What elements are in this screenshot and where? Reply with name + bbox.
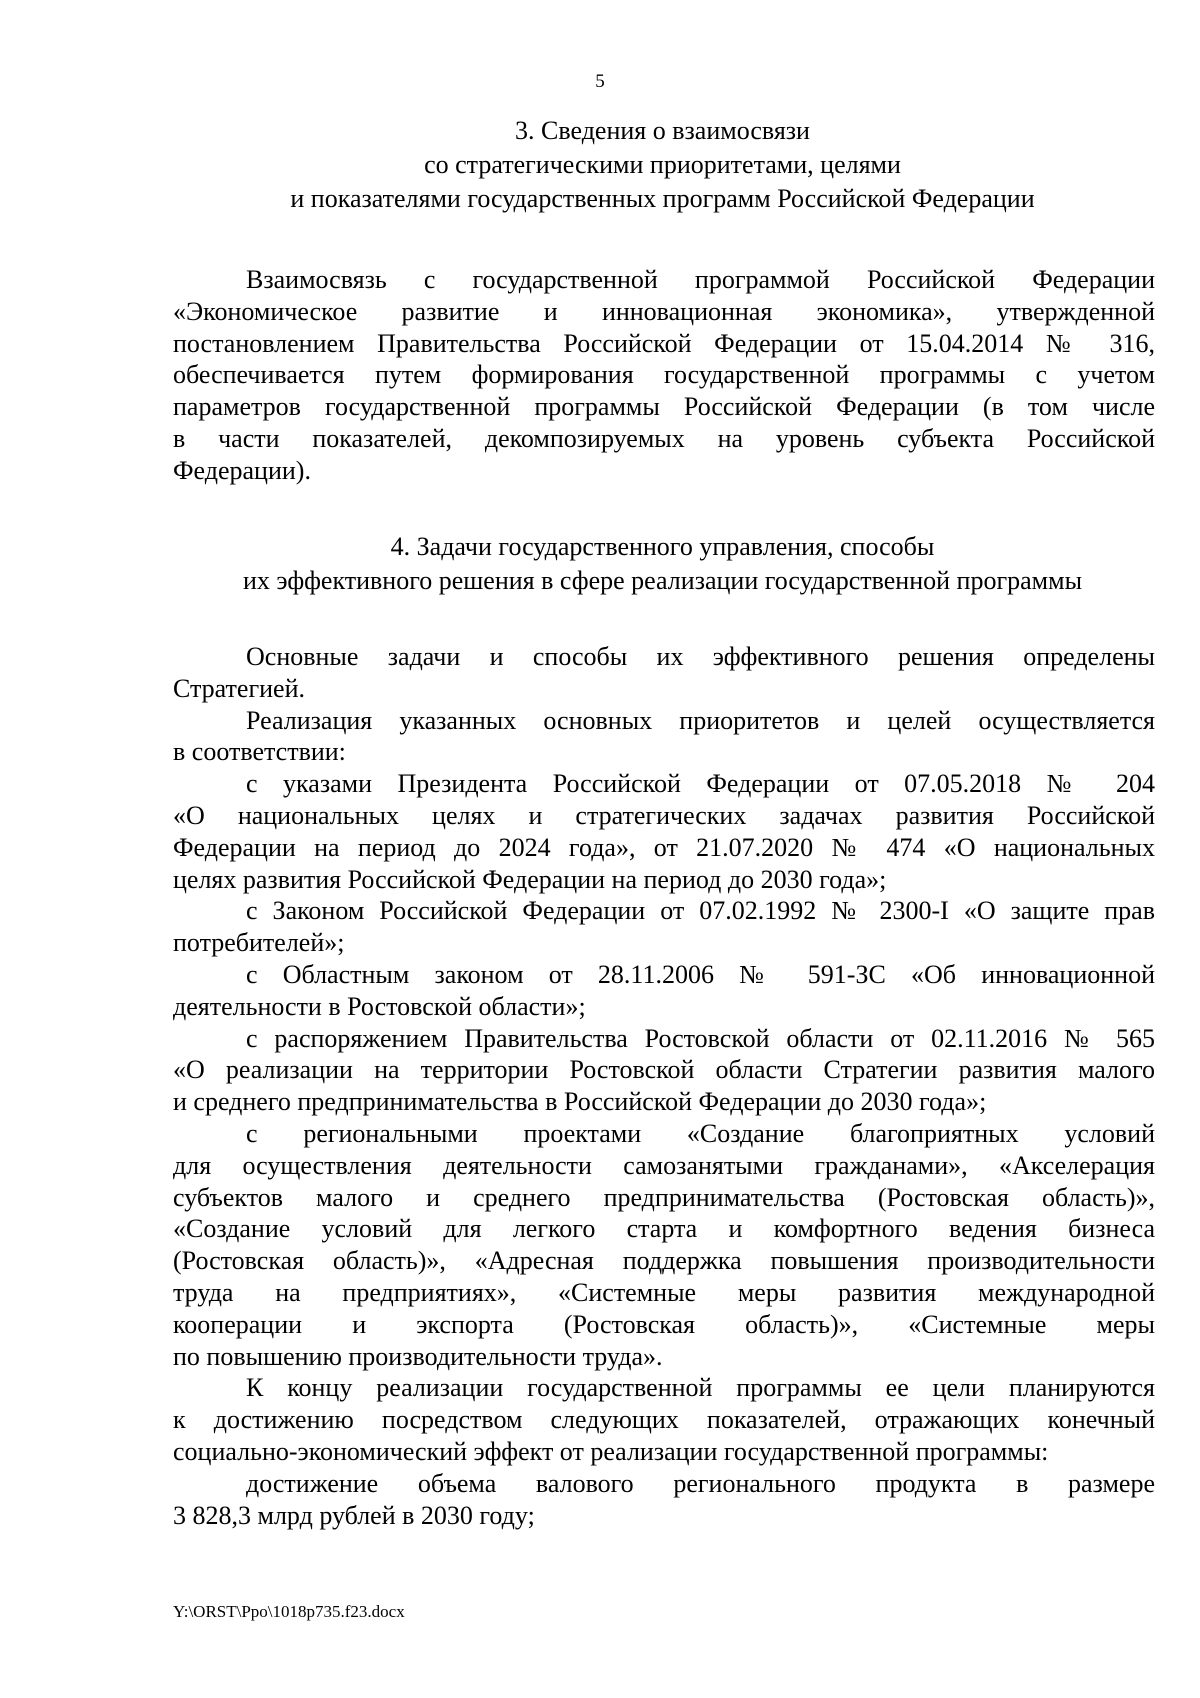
- text-line: с Законом Российской Федерации от 07.02.1992 № 2300-I «О защите прав: [246, 896, 1155, 926]
- text-line: «О национальных целях и стратегических задачах развития Российской: [173, 800, 1155, 830]
- text-line: Федерации).: [173, 455, 311, 485]
- text-line: труда на предприятиях», «Системные меры развития международной: [173, 1277, 1155, 1307]
- text-line: с региональными проектами «Создание благоприятных условий: [246, 1118, 1155, 1148]
- text-line: (Ростовская область)», «Адресная поддержка повышения производительности: [173, 1246, 1155, 1276]
- section-3-title-line: со стратегическими приоритетами, целями: [424, 150, 901, 179]
- text-line: с распоряжением Правительства Ростовской области от 02.11.2016 № 565: [246, 1023, 1155, 1053]
- text-line: Федерации на период до 2024 года», от 21.07.2020 № 474 «О национальных: [173, 832, 1155, 862]
- section-3-title-line: 3. Сведения о взаимосвязи: [515, 116, 810, 145]
- footer-file-path: Y:\ORST\Ppo\1018p735.f23.docx: [173, 1602, 405, 1621]
- text-line: в соответствии:: [173, 737, 346, 767]
- text-line: 3 828,3 млрд рублей в 2030 году;: [173, 1500, 535, 1530]
- text-line: с указами Президента Российской Федерации от 07.05.2018 № 204: [246, 769, 1155, 799]
- text-line: параметров государственной программы Российской Федерации (в том числе: [173, 392, 1155, 422]
- section-4-title: [170, 530, 1155, 598]
- text-line: и среднего предпринимательства в Российской Федерации до 2030 года»;: [173, 1087, 987, 1117]
- section-3-title-line: и показателями государственных программ Российской Федерации: [290, 184, 1035, 213]
- text-line: с Областным законом от 28.11.2006 № 591-ЗС «Об инновационной: [246, 959, 1155, 989]
- text-line: к достижению посредством следующих показателей, отражающих конечный: [173, 1405, 1155, 1435]
- text-line: Основные задачи и способы их эффективного решения определены: [246, 642, 1155, 671]
- text-line: «Создание условий для легкого старта и комфортного ведения бизнеса: [173, 1214, 1155, 1244]
- text-line: К концу реализации государственной программы ее цели планируются: [246, 1373, 1155, 1403]
- text-line: Взаимосвязь с государственной программой Российской Федерации: [246, 265, 1155, 294]
- text-line: кооперации и экспорта (Ростовская область)», «Системные меры: [173, 1309, 1155, 1339]
- section-4-title-line: 4. Задачи государственного управления, способы: [390, 532, 935, 561]
- page-number: 5: [595, 71, 605, 92]
- text-line: постановлением Правительства Российской Федерации от 15.04.2014 № 316,: [173, 328, 1155, 358]
- text-line: субъектов малого и среднего предпринимательства (Ростовская область)»,: [173, 1182, 1155, 1212]
- text-line: деятельности в Ростовской области»;: [173, 991, 586, 1021]
- text-line: достижение объема валового регионального продукта в размере: [246, 1468, 1155, 1498]
- text-line: «Экономическое развитие и инновационная экономика», утвержденной: [173, 296, 1155, 326]
- text-line: Реализация указанных основных приоритетов и целей осуществляется: [246, 705, 1155, 735]
- section-4-title-line: их эффективного решения в сфере реализации государственной программы: [242, 566, 1083, 595]
- section-3-title: [170, 114, 1155, 216]
- text-line: для осуществления деятельности самозанятыми гражданами», «Акселерация: [173, 1150, 1155, 1180]
- section-3-body: [173, 264, 1155, 487]
- text-line: по повышению производительности труда».: [173, 1341, 663, 1371]
- text-line: целях развития Российской Федерации на период до 2030 года»;: [173, 864, 887, 894]
- section-4-body: [173, 641, 1155, 1531]
- text-line: социально-экономический эффект от реализации государственной программы:: [173, 1436, 1049, 1466]
- text-line: Стратегией.: [173, 673, 305, 703]
- text-line: потребителей»;: [173, 928, 345, 958]
- text-line: обеспечивается путем формирования государственной программы с учетом: [173, 360, 1155, 390]
- text-line: «О реализации на территории Ростовской области Стратегии развития малого: [173, 1055, 1155, 1085]
- text-line: в части показателей, декомпозируемых на уровень субъекта Российской: [173, 423, 1155, 453]
